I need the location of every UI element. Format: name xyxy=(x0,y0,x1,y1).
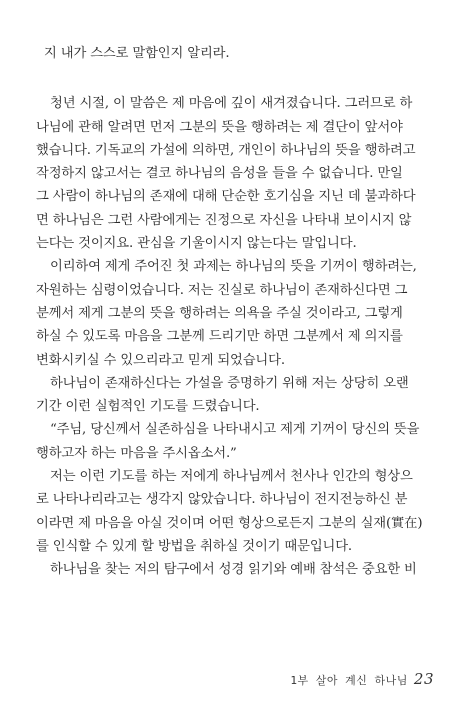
text-line: 하나님이 존재하신다는 가설을 증명하기 위해 저는 상당히 오랜 xyxy=(50,375,409,391)
text-line: 면 하나님은 그런 사람에게는 진정으로 자신을 나타내 보이시지 않 xyxy=(36,212,412,228)
text-line: 기간 이런 실험적인 기도를 드렸습니다. xyxy=(36,399,260,415)
text-line: 이라면 제 마음을 아실 것이며 어떤 형상으로든지 그분의 실재(實在) xyxy=(36,515,423,531)
text-line: 변화시키실 수 있으리라고 믿게 되었습니다. xyxy=(36,352,285,368)
text-line: “주님, 당신께서 실존하심을 나타내시고 제게 기꺼이 당신의 뜻을 xyxy=(50,422,420,438)
text-line: 자원하는 심령이었습니다. 저는 진실로 하나님이 존재하신다면 그 xyxy=(36,282,408,298)
text-line: 분께서 제게 그분의 뜻을 행하려는 의욕을 주실 것이라고, 그렇게 xyxy=(36,305,403,321)
text-line: 로 나타나리라고는 생각지 않았습니다. 하나님이 전지전능하신 분 xyxy=(36,492,408,508)
page-number: 23 xyxy=(413,670,434,688)
text-line: 나님에 관해 알려면 먼저 그분의 뜻을 행하려는 제 결단이 앞서야 xyxy=(36,119,403,135)
text-line: 행하고자 하는 마음을 주시옵소서.” xyxy=(36,445,237,461)
text-line: 작정하지 않고서는 결코 하나님의 음성을 들을 수 없습니다. 만일 xyxy=(36,166,403,182)
text-line: 청년 시절, 이 말씀은 제 마음에 깊이 새겨졌습니다. 그러므로 하 xyxy=(50,96,413,112)
section-title: 1부 살아 계신 하나님 xyxy=(290,674,408,687)
text-line: 하실 수 있도록 마음을 그분께 드리기만 하면 그분께서 제 의지를 xyxy=(36,329,403,345)
text-line: 를 인식할 수 있게 할 방법을 취하실 것이기 때문입니다. xyxy=(36,538,352,554)
text-line: 저는 이런 기도를 하는 저에게 하나님께서 천사나 인간의 형상으 xyxy=(50,469,413,485)
text-line: 지 내가 스스로 말함인지 알리라. xyxy=(44,46,230,61)
text-line: 이리하여 제게 주어진 첫 과제는 하나님의 뜻을 기꺼이 행하려는, xyxy=(50,259,417,275)
running-footer xyxy=(290,670,434,688)
text-line: 하나님을 찾는 저의 탐구에서 성경 읽기와 예배 참석은 중요한 비 xyxy=(50,562,417,578)
text-line: 그 사람이 하나님의 존재에 대해 단순한 호기심을 지닌 데 불과하다 xyxy=(36,189,416,205)
text-line: 는다는 것이지요. 관심을 기울이시지 않는다는 말입니다. xyxy=(36,236,357,252)
text-line: 했습니다. 기독교의 가설에 의하면, 개인이 하나님의 뜻을 행하려고 xyxy=(36,142,416,158)
body-text xyxy=(36,42,442,582)
